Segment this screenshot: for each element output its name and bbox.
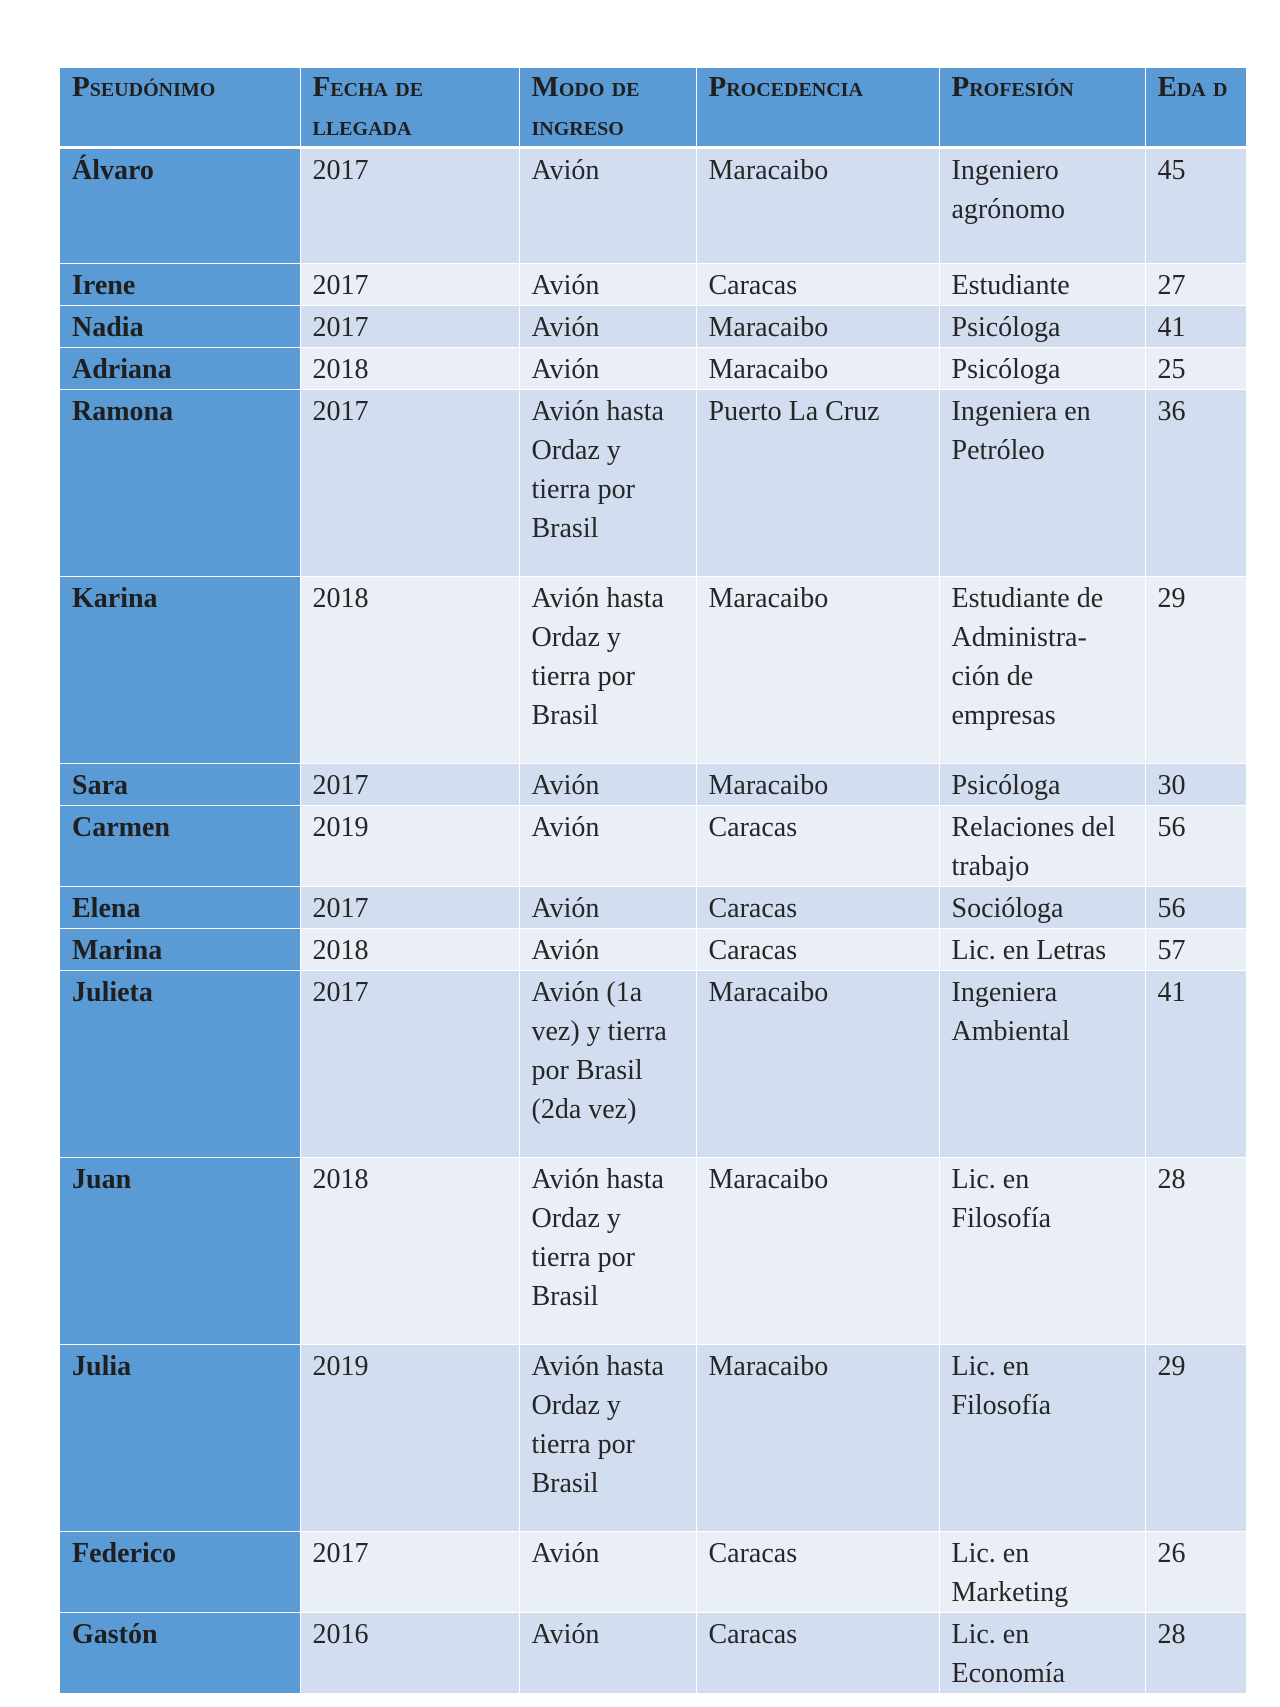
cell-procedencia: Caracas [696, 264, 939, 306]
header-modo-ingreso: Modo de ingreso [519, 68, 696, 148]
cell-edad: 41 [1145, 971, 1246, 1158]
cell-profesion: Lic. en Letras [939, 929, 1145, 971]
cell-edad: 56 [1145, 806, 1246, 887]
cell-profesion: Psicóloga [939, 306, 1145, 348]
cell-fecha: 2019 [300, 1345, 519, 1532]
table-row [60, 1345, 1246, 1532]
cell-modo: Avión [519, 264, 696, 306]
cell-pseudonimo: Sara [60, 764, 300, 806]
cell-pseudonimo: Adriana [60, 348, 300, 390]
cell-profesion: Socióloga [939, 887, 1145, 929]
cell-modo: Avión [519, 348, 696, 390]
cell-edad: 41 [1145, 306, 1246, 348]
cell-fecha: 2018 [300, 577, 519, 764]
header-profesion: Profesión [939, 68, 1145, 148]
cell-profesion: Estudiante [939, 264, 1145, 306]
cell-profesion: Lic. en Marketing [939, 1532, 1145, 1613]
cell-profesion: Estudiante de Administra-ción de empresas [939, 577, 1145, 764]
table-row [60, 929, 1246, 971]
table-row [60, 348, 1246, 390]
cell-procedencia: Caracas [696, 806, 939, 887]
cell-procedencia: Puerto La Cruz [696, 390, 939, 577]
cell-pseudonimo: Nadia [60, 306, 300, 348]
cell-fecha: 2017 [300, 887, 519, 929]
cell-procedencia: Maracaibo [696, 971, 939, 1158]
cell-modo: Avión hasta Ordaz y tierra por Brasil [519, 390, 696, 577]
cell-modo: Avión [519, 148, 696, 264]
cell-modo: Avión hasta Ordaz y tierra por Brasil [519, 1345, 696, 1532]
cell-fecha: 2018 [300, 929, 519, 971]
header-edad: Eda d [1145, 68, 1246, 148]
cell-pseudonimo: Julieta [60, 971, 300, 1158]
cell-pseudonimo: Irene [60, 264, 300, 306]
cell-edad: 29 [1145, 1345, 1246, 1532]
cell-procedencia: Maracaibo [696, 1345, 939, 1532]
cell-modo: Avión hasta Ordaz y tierra por Brasil [519, 577, 696, 764]
cell-pseudonimo: Ramona [60, 390, 300, 577]
cell-fecha: 2016 [300, 1613, 519, 1694]
cell-fecha: 2017 [300, 971, 519, 1158]
cell-fecha: 2017 [300, 306, 519, 348]
table-row [60, 577, 1246, 764]
table-row [60, 971, 1246, 1158]
cell-profesion: Psicóloga [939, 764, 1145, 806]
cell-procedencia: Maracaibo [696, 764, 939, 806]
cell-edad: 56 [1145, 887, 1246, 929]
cell-procedencia: Caracas [696, 929, 939, 971]
cell-modo: Avión [519, 1532, 696, 1613]
cell-edad: 26 [1145, 1532, 1246, 1613]
cell-procedencia: Maracaibo [696, 348, 939, 390]
table-row [60, 1613, 1246, 1694]
cell-pseudonimo: Federico [60, 1532, 300, 1613]
cell-profesion: Ingeniero agrónomo [939, 148, 1145, 264]
cell-edad: 45 [1145, 148, 1246, 264]
cell-modo: Avión (1a vez) y tierra por Brasil (2da vez) [519, 971, 696, 1158]
cell-pseudonimo: Juan [60, 1158, 300, 1345]
cell-pseudonimo: Elena [60, 887, 300, 929]
table-row [60, 264, 1246, 306]
cell-profesion: Ingeniera en Petróleo [939, 390, 1145, 577]
table-row [60, 764, 1246, 806]
cell-edad: 57 [1145, 929, 1246, 971]
cell-profesion: Relaciones del trabajo [939, 806, 1145, 887]
cell-procedencia: Maracaibo [696, 1158, 939, 1345]
cell-fecha: 2018 [300, 1158, 519, 1345]
cell-edad: 27 [1145, 264, 1246, 306]
cell-procedencia: Maracaibo [696, 306, 939, 348]
table-row [60, 887, 1246, 929]
cell-pseudonimo: Álvaro [60, 148, 300, 264]
cell-modo: Avión hasta Ordaz y tierra por Brasil [519, 1158, 696, 1345]
cell-edad: 30 [1145, 764, 1246, 806]
cell-pseudonimo: Carmen [60, 806, 300, 887]
header-row [60, 68, 1246, 148]
table-row [60, 148, 1246, 264]
cell-edad: 25 [1145, 348, 1246, 390]
cell-procedencia: Maracaibo [696, 148, 939, 264]
cell-edad: 29 [1145, 577, 1246, 764]
table-row [60, 1532, 1246, 1613]
table-row [60, 306, 1246, 348]
cell-profesion: Lic. en Filosofía [939, 1345, 1145, 1532]
cell-edad: 36 [1145, 390, 1246, 577]
cell-modo: Avión [519, 887, 696, 929]
cell-fecha: 2019 [300, 806, 519, 887]
cell-fecha: 2018 [300, 348, 519, 390]
cell-procedencia: Caracas [696, 887, 939, 929]
table-row [60, 806, 1246, 887]
cell-profesion: Lic. en Filosofía [939, 1158, 1145, 1345]
cell-fecha: 2017 [300, 1532, 519, 1613]
table-row [60, 1158, 1246, 1345]
cell-pseudonimo: Gastón [60, 1613, 300, 1694]
cell-fecha: 2017 [300, 264, 519, 306]
cell-pseudonimo: Karina [60, 577, 300, 764]
cell-procedencia: Caracas [696, 1532, 939, 1613]
cell-fecha: 2017 [300, 390, 519, 577]
cell-procedencia: Caracas [696, 1613, 939, 1694]
cell-pseudonimo: Marina [60, 929, 300, 971]
cell-modo: Avión [519, 1613, 696, 1694]
cell-procedencia: Maracaibo [696, 577, 939, 764]
cell-profesion: Ingeniera Ambiental [939, 971, 1145, 1158]
header-procedencia: Procedencia [696, 68, 939, 148]
cell-fecha: 2017 [300, 148, 519, 264]
header-fecha-llegada: Fecha de llegada [300, 68, 519, 148]
cell-modo: Avión [519, 764, 696, 806]
cell-profesion: Lic. en Economía [939, 1613, 1145, 1694]
cell-edad: 28 [1145, 1158, 1246, 1345]
participants-table [60, 68, 1246, 1694]
cell-fecha: 2017 [300, 764, 519, 806]
table-row [60, 390, 1246, 577]
cell-profesion: Psicóloga [939, 348, 1145, 390]
header-pseudonimo: Pseudónimo [60, 68, 300, 148]
cell-modo: Avión [519, 306, 696, 348]
cell-modo: Avión [519, 806, 696, 887]
cell-modo: Avión [519, 929, 696, 971]
cell-edad: 28 [1145, 1613, 1246, 1694]
cell-pseudonimo: Julia [60, 1345, 300, 1532]
